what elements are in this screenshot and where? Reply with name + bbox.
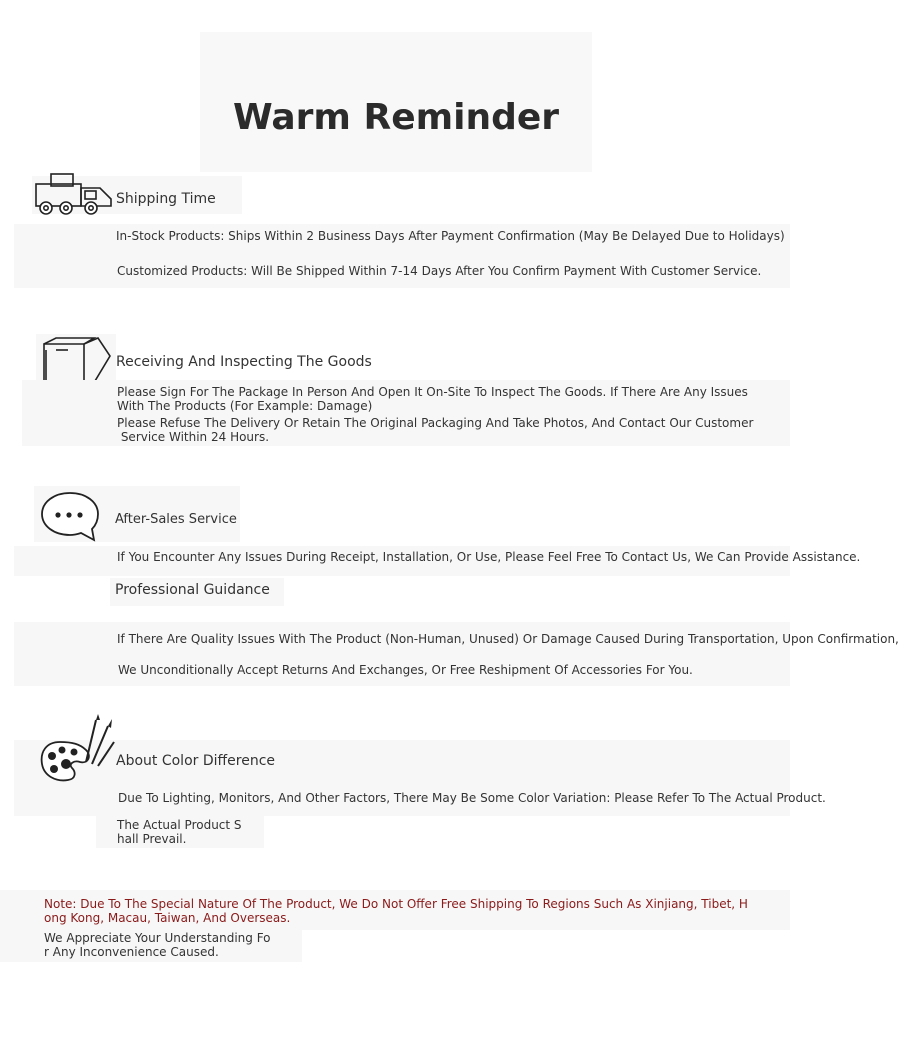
after-sales-heading: After-Sales Service — [115, 512, 237, 527]
after-sales-line-1: If You Encounter Any Issues During Receipt, Installation, Or Use, Please Feel Free To Contact Us, We Can Provide Assistance. — [117, 550, 861, 564]
page-title: Warm Reminder — [232, 97, 560, 138]
receiving-heading: Receiving And Inspecting The Goods — [116, 354, 372, 370]
shipping-heading: Shipping Time — [116, 191, 216, 207]
note-line-2: We Appreciate Your Understanding For Any Inconvenience Caused. — [44, 931, 271, 959]
shipping-line-1: In-Stock Products: Ships Within 2 Business Days After Payment Confirmation (May Be Delayed Due to Holidays) — [116, 229, 785, 243]
guidance-heading: Professional Guidance — [115, 582, 270, 598]
palette-icon — [40, 712, 116, 784]
truck-icon — [34, 172, 114, 216]
color-line-1: Due To Lighting, Monitors, And Other Factors, There May Be Some Color Variation: Please Refer To The Actual Product. — [118, 791, 826, 805]
guidance-line-1: If There Are Quality Issues With The Product (Non-Human, Unused) Or Damage Caused During Transportation, Upon Confirmation, — [117, 632, 899, 646]
color-heading: About Color Difference — [116, 753, 276, 769]
receiving-line-2b: Service Within 24 Hours. — [117, 430, 270, 444]
title-panel — [200, 32, 592, 172]
receiving-line-2a: Please Refuse The Delivery Or Retain The Original Packaging And Take Photos, And Contact Our Customer — [117, 416, 754, 430]
color-line-2: The Actual Product Shall Prevail. — [117, 818, 242, 846]
shipping-line-2: Customized Products: Will Be Shipped Within 7-14 Days After You Confirm Payment With Customer Service. — [117, 264, 762, 278]
chat-bubble-icon — [40, 490, 102, 542]
guidance-line-2: We Unconditionally Accept Returns And Exchanges, Or Free Reshipment Of Accessories For You. — [118, 663, 693, 677]
note-line-1: Note: Due To The Special Nature Of The Product, We Do Not Offer Free Shipping To Regions Such As Xinjiang, Tibet, Hong Kong, Macau, Taiwan, And Overseas. — [44, 897, 748, 925]
receiving-line-1: Please Sign For The Package In Person And Open It On-Site To Inspect The Goods. If There Are Any Issues With The Products (For Example: Damage) — [117, 385, 748, 413]
